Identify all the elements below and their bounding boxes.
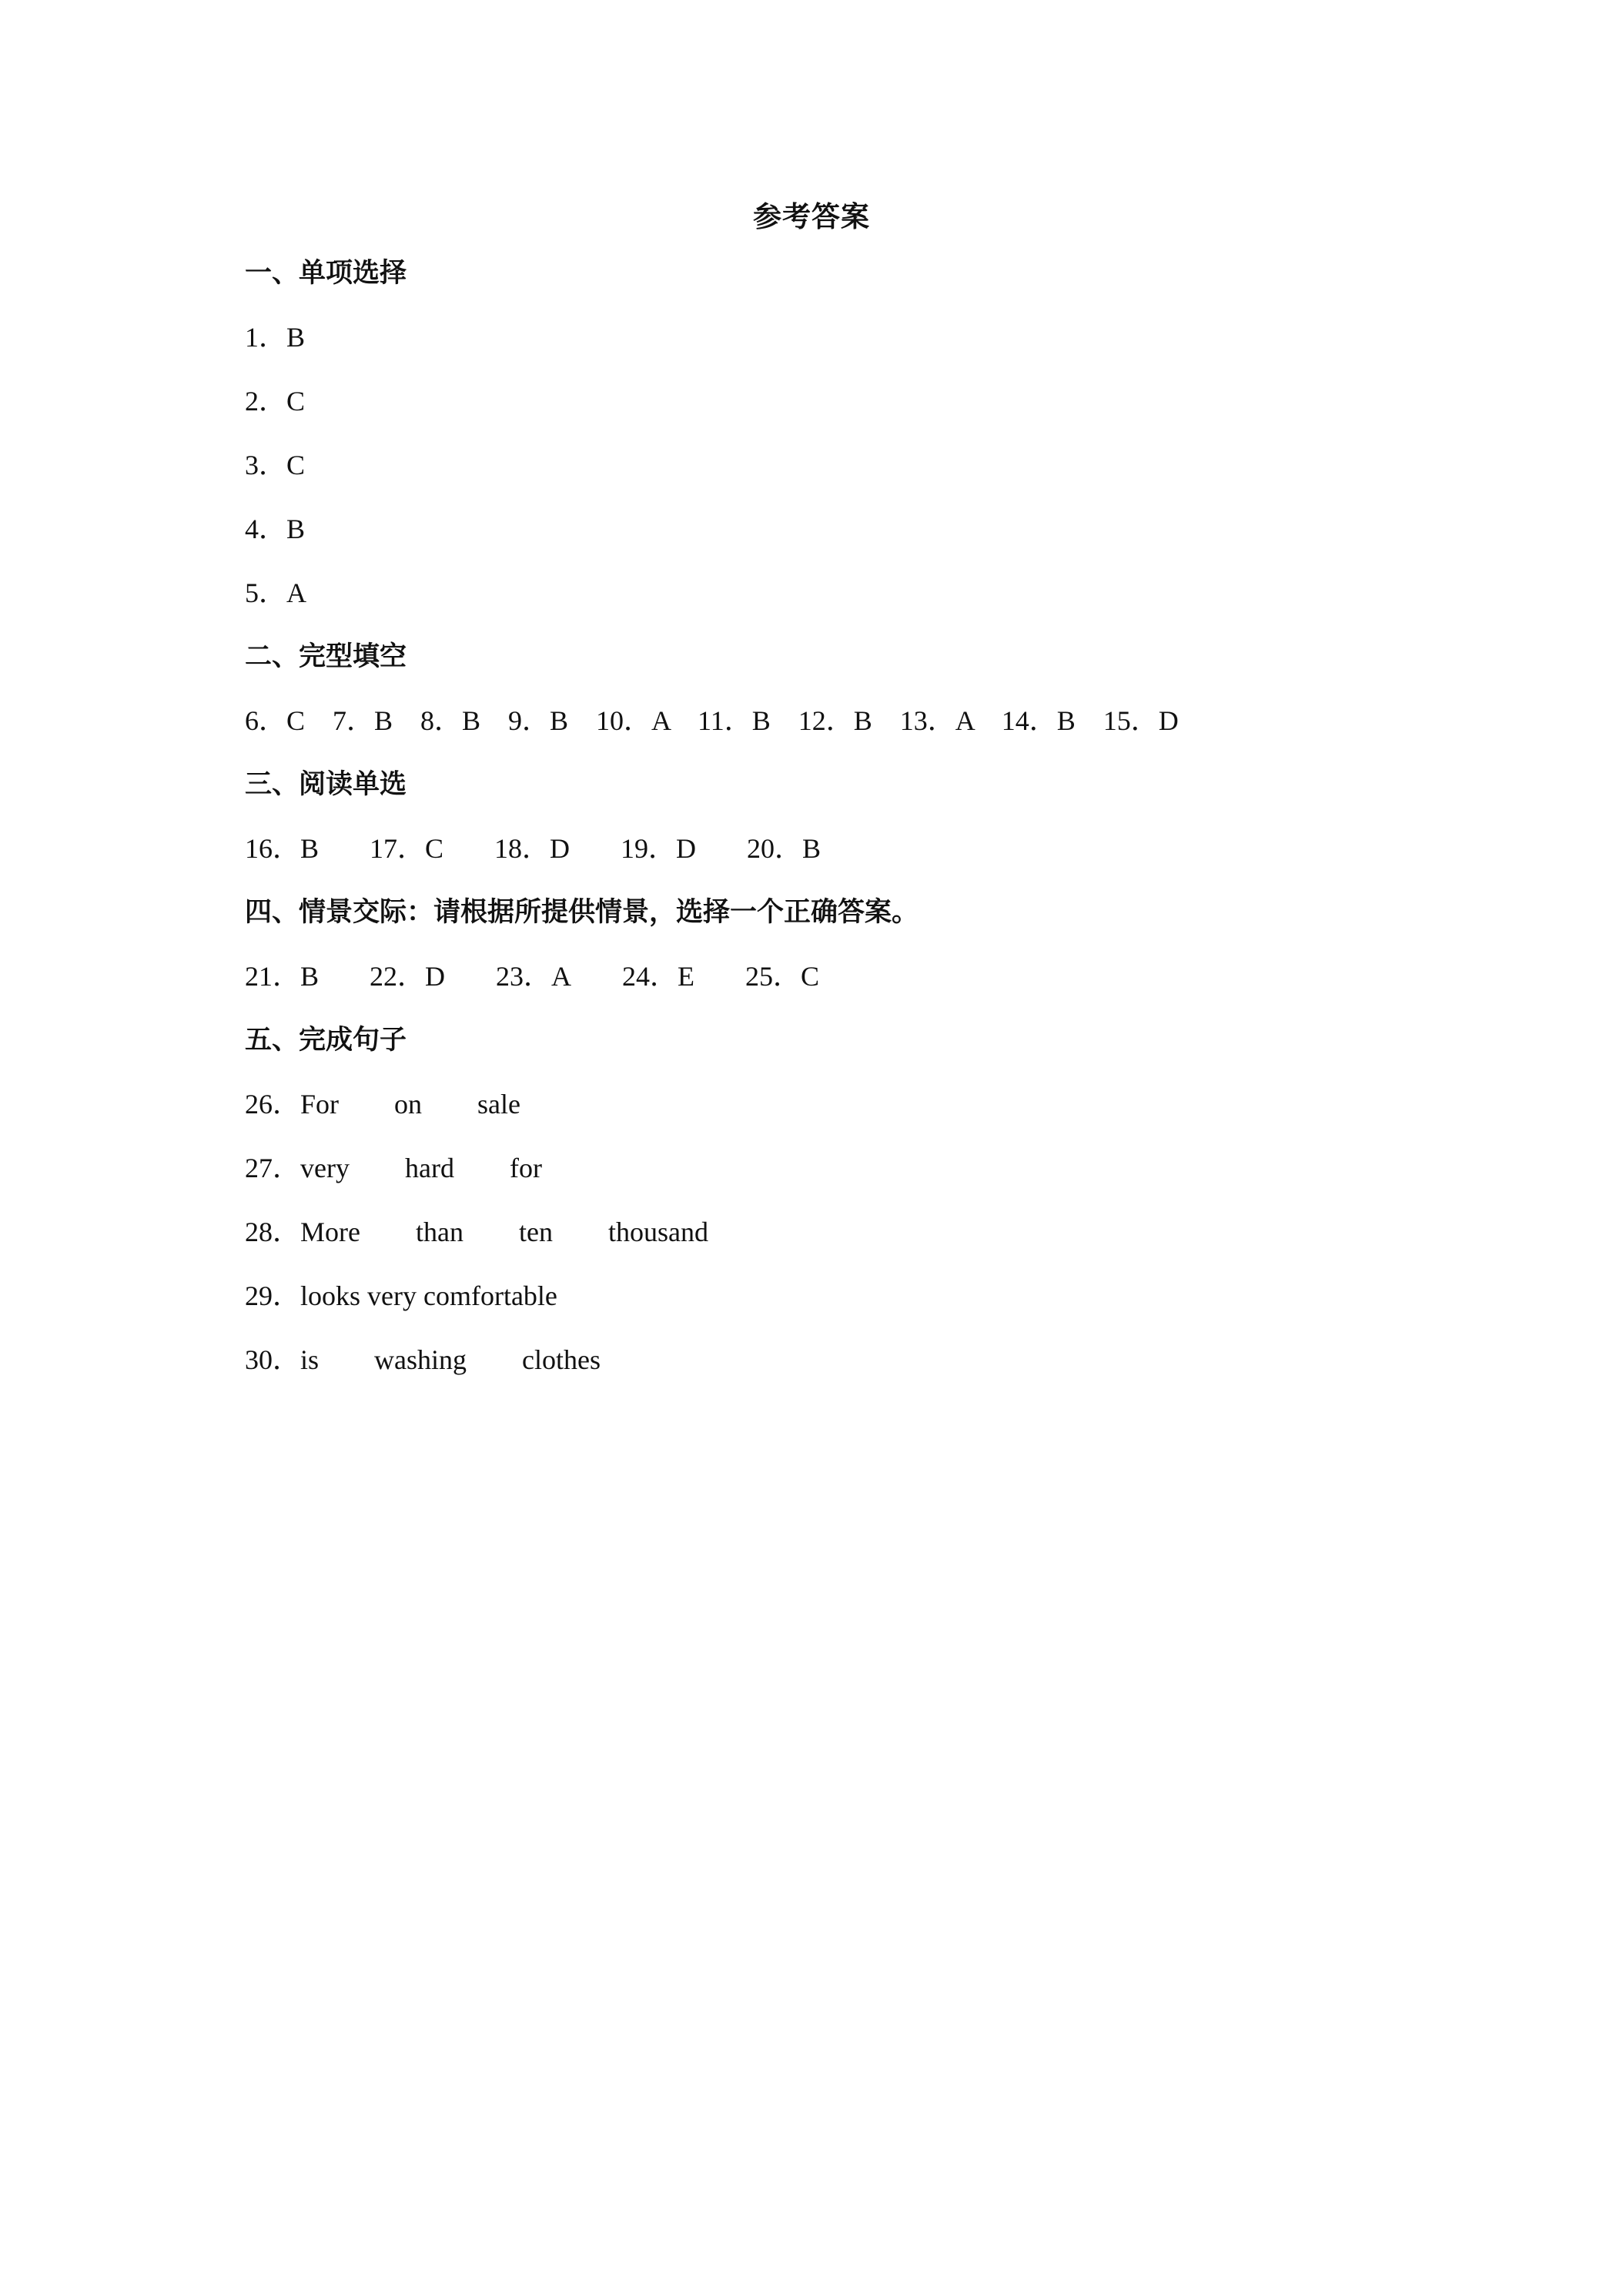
answer-word: very (300, 1153, 350, 1183)
section-heading-single-choice: 一、单项选择 (245, 258, 407, 289)
answer-item: 17．C (370, 833, 444, 864)
answer-word: washing (374, 1344, 467, 1375)
answer-item: 19．D (621, 833, 697, 864)
answer-line (245, 1273, 1400, 1337)
answer-line (245, 825, 1400, 889)
answer-line (245, 1081, 1400, 1145)
answer-line (245, 1145, 1400, 1209)
answer-line: 5．A (245, 577, 306, 608)
section-heading-reading: 三、阅读单选 (245, 769, 407, 800)
answer-line: 2．C (245, 386, 306, 417)
answer-item: 16．B (245, 833, 320, 864)
page-title: 参考答案 (753, 200, 870, 233)
answer-number: 29． (245, 1280, 301, 1311)
answer-word: More (300, 1217, 360, 1247)
answer-number: 27． (245, 1153, 301, 1183)
answer-word: looks very comfortable (300, 1280, 557, 1311)
answer-item: 21．B (245, 961, 320, 992)
answer-number: 28． (245, 1217, 301, 1247)
answer-word: on (394, 1089, 423, 1120)
answer-item: 18．D (494, 833, 571, 864)
answer-line: 3．C (245, 450, 306, 480)
section-heading-dialogue: 四、情景交际：请根据所提供情景，选择一个正确答案。 (245, 897, 919, 928)
section-heading-cloze: 二、完型填空 (245, 641, 407, 672)
answer-word: is (300, 1344, 320, 1375)
answer-line: 4．B (245, 514, 306, 544)
answer-word: clothes (522, 1344, 601, 1375)
answer-item: 20．B (747, 833, 822, 864)
answer-content (245, 250, 1400, 1401)
answer-word: than (416, 1217, 463, 1247)
answer-item: 25．C (745, 961, 820, 992)
answer-number: 30． (245, 1344, 301, 1375)
answer-line (245, 1209, 1400, 1273)
answer-word: for (509, 1153, 542, 1183)
answer-line: 1．B (245, 322, 306, 353)
answer-word: thousand (607, 1217, 708, 1247)
section-heading-complete-sentences: 五、完成句子 (245, 1025, 407, 1056)
answer-line: 6．C 7．B 8．B 9．B 10．A 11．B 12．B 13．A 14．B 15．D (245, 705, 1179, 736)
answer-item: 24．E (622, 961, 695, 992)
answer-word: sale (477, 1089, 520, 1120)
answer-word: hard (404, 1153, 454, 1183)
answer-number: 26． (245, 1089, 301, 1120)
answer-word: ten (518, 1217, 553, 1247)
answer-line (245, 953, 1400, 1017)
answer-item: 22．D (370, 961, 446, 992)
answer-item: 23．A (496, 961, 572, 992)
answer-word: For (300, 1089, 340, 1120)
answer-line (245, 1337, 1400, 1401)
